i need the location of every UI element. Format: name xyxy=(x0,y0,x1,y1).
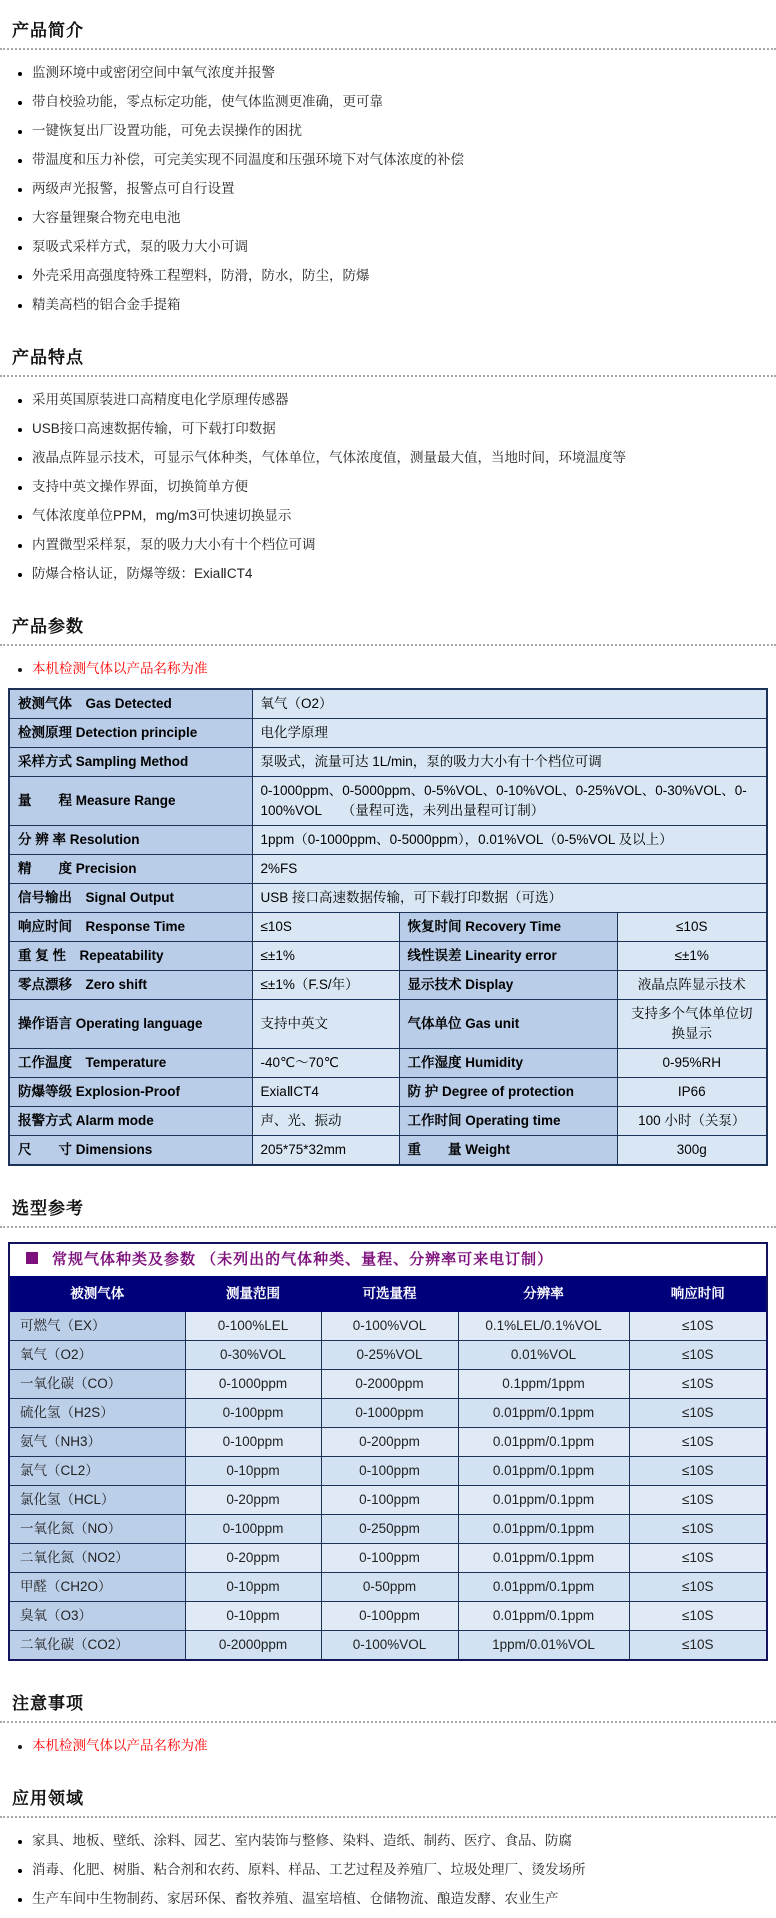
param-label: 响应时间 Response Time xyxy=(9,913,252,942)
cell-value: ≤10S xyxy=(629,1341,767,1370)
cell-value: 0.01ppm/0.1ppm xyxy=(458,1486,629,1515)
cell-value: 0.01ppm/0.1ppm xyxy=(458,1515,629,1544)
cell-value: ≤10S xyxy=(629,1486,767,1515)
table-row xyxy=(9,826,767,855)
table-row xyxy=(9,1399,767,1428)
square-bullet-icon xyxy=(26,1252,38,1264)
param-label: 重 量 Weight xyxy=(399,1136,617,1166)
gas-name: 氨气（NH3） xyxy=(9,1428,185,1457)
param-label: 操作语言 Operating language xyxy=(9,1000,252,1049)
param-label: 恢复时间 Recovery Time xyxy=(399,913,617,942)
cell-value: ≤10S xyxy=(629,1312,767,1341)
param-value: 0-1000ppm、0-5000ppm、0-5%VOL、0-10%VOL、0-25%VOL、0-30%VOL、0-100%VOL （量程可选，未列出量程可订制） xyxy=(252,777,767,826)
cell-value: 0-1000ppm xyxy=(321,1399,458,1428)
param-label: 重 复 性 Repeatability xyxy=(9,942,252,971)
column-header: 响应时间 xyxy=(629,1277,767,1312)
cell-value: 0.01ppm/0.1ppm xyxy=(458,1428,629,1457)
list-item: • 监测环境中或密闭空间中氧气浓度并报警 xyxy=(32,63,776,83)
param-label: 信号输出 Signal Output xyxy=(9,884,252,913)
table-row xyxy=(9,1078,767,1107)
section-title-selection: 选型参考 xyxy=(0,1192,776,1228)
param-label: 工作时间 Operating time xyxy=(399,1107,617,1136)
applications-list xyxy=(0,1831,776,1909)
list-item: • 消毒、化肥、树脂、粘合剂和农药、原料、样品、工艺过程及养殖厂、垃圾处理厂、烫发场所 xyxy=(32,1860,776,1880)
red-note: • 本机检测气体以产品名称为准 xyxy=(32,659,776,679)
param-label: 显示技术 Display xyxy=(399,971,617,1000)
table-row xyxy=(9,748,767,777)
cell-value: 0-100%LEL xyxy=(185,1312,321,1341)
param-label: 防 护 Degree of protection xyxy=(399,1078,617,1107)
table-row xyxy=(9,1341,767,1370)
gas-name: 臭氧（O3） xyxy=(9,1602,185,1631)
param-label: 线性误差 Linearity error xyxy=(399,942,617,971)
cell-value: 0-10ppm xyxy=(185,1457,321,1486)
cell-value: 0.1ppm/1ppm xyxy=(458,1370,629,1399)
cell-value: 0-100ppm xyxy=(321,1544,458,1573)
table-row xyxy=(9,1107,767,1136)
table-row xyxy=(9,1544,767,1573)
param-value: -40℃～70℃ xyxy=(252,1049,399,1078)
features-list xyxy=(0,390,776,584)
param-value: ≤10S xyxy=(617,913,767,942)
cell-value: ≤10S xyxy=(629,1515,767,1544)
param-label: 采样方式 Sampling Method xyxy=(9,748,252,777)
list-item: • 液晶点阵显示技术，可显示气体种类，气体单位，气体浓度值，测量最大值，当地时间，环境温度等 xyxy=(32,448,776,468)
section-title-intro: 产品简介 xyxy=(0,14,776,50)
parameters-table xyxy=(8,688,768,1166)
cell-value: 0-25%VOL xyxy=(321,1341,458,1370)
table-row xyxy=(9,884,767,913)
gas-name: 甲醛（CH2O） xyxy=(9,1573,185,1602)
param-label: 报警方式 Alarm mode xyxy=(9,1107,252,1136)
param-value: 支持多个气体单位切换显示 xyxy=(617,1000,767,1049)
list-item: • 生产车间中生物制药、家居环保、畜牧养殖、温室培植、仓储物流、酿造发酵、农业生产 xyxy=(32,1889,776,1909)
cell-value: 0.1%LEL/0.1%VOL xyxy=(458,1312,629,1341)
table-row xyxy=(9,913,767,942)
section-title-applications: 应用领域 xyxy=(0,1782,776,1818)
selection-band-text: 常规气体种类及参数 （未列出的气体种类、量程、分辨率可来电订制） xyxy=(52,1251,554,1268)
cell-value: 0-250ppm xyxy=(321,1515,458,1544)
gas-name: 硫化氢（H2S） xyxy=(9,1399,185,1428)
selection-band-title xyxy=(9,1243,767,1277)
column-header: 被测气体 xyxy=(9,1277,185,1312)
cell-value: 0-20ppm xyxy=(185,1486,321,1515)
cell-value: 0-100%VOL xyxy=(321,1312,458,1341)
red-note: • 本机检测气体以产品名称为准 xyxy=(32,1736,776,1756)
gas-name: 氯气（CL2） xyxy=(9,1457,185,1486)
cell-value: ≤10S xyxy=(629,1370,767,1399)
cell-value: 0-2000ppm xyxy=(185,1631,321,1661)
cell-value: ≤10S xyxy=(629,1573,767,1602)
cell-value: 0-100ppm xyxy=(185,1428,321,1457)
param-value: 支持中英文 xyxy=(252,1000,399,1049)
cell-value: ≤10S xyxy=(629,1457,767,1486)
table-row xyxy=(9,1277,767,1312)
table-row xyxy=(9,855,767,884)
cell-value: 0-100ppm xyxy=(321,1602,458,1631)
list-item: • 带自校验功能，零点标定功能，使气体监测更准确，更可靠 xyxy=(32,92,776,112)
list-item: • 外壳采用高强度特殊工程塑料，防滑，防水，防尘，防爆 xyxy=(32,266,776,286)
param-value: ExiaⅡCT4 xyxy=(252,1078,399,1107)
table-row xyxy=(9,777,767,826)
list-item: • 一键恢复出厂设置功能，可免去误操作的困扰 xyxy=(32,121,776,141)
param-label: 量 程 Measure Range xyxy=(9,777,252,826)
cell-value: 0.01ppm/0.1ppm xyxy=(458,1457,629,1486)
table-row xyxy=(9,971,767,1000)
list-item: • 精美高档的铝合金手提箱 xyxy=(32,295,776,315)
cell-value: ≤10S xyxy=(629,1544,767,1573)
table-row xyxy=(9,1486,767,1515)
param-value: 100 小时（关泵） xyxy=(617,1107,767,1136)
section-title-notes: 注意事项 xyxy=(0,1687,776,1723)
table-row xyxy=(9,942,767,971)
gas-name: 氯化氢（HCL） xyxy=(9,1486,185,1515)
section-title-features: 产品特点 xyxy=(0,341,776,377)
cell-value: 0.01%VOL xyxy=(458,1341,629,1370)
param-label: 工作温度 Temperature xyxy=(9,1049,252,1078)
list-item: • 内置微型采样泵，泵的吸力大小有十个档位可调 xyxy=(32,535,776,555)
list-item: • 家具、地板、壁纸、涂料、园艺、室内装饰与整修、染料、造纸、制药、医疗、食品、防腐 xyxy=(32,1831,776,1851)
cell-value: 1ppm/0.01%VOL xyxy=(458,1631,629,1661)
cell-value: 0-100ppm xyxy=(185,1399,321,1428)
param-label: 检测原理 Detection principle xyxy=(9,719,252,748)
gas-name: 一氧化碳（CO） xyxy=(9,1370,185,1399)
cell-value: 0.01ppm/0.1ppm xyxy=(458,1573,629,1602)
gas-name: 氧气（O2） xyxy=(9,1341,185,1370)
notes-list xyxy=(0,1736,776,1756)
param-value: ≤±1%（F.S/年） xyxy=(252,971,399,1000)
gas-name: 二氧化氮（NO2） xyxy=(9,1544,185,1573)
param-label: 气体单位 Gas unit xyxy=(399,1000,617,1049)
param-value: 300g xyxy=(617,1136,767,1166)
cell-value: ≤10S xyxy=(629,1428,767,1457)
cell-value: 0-1000ppm xyxy=(185,1370,321,1399)
list-item: • 支持中英文操作界面，切换简单方便 xyxy=(32,477,776,497)
param-value: 氧气（O2） xyxy=(252,689,767,719)
cell-value: 0.01ppm/0.1ppm xyxy=(458,1399,629,1428)
param-value: 0-95%RH xyxy=(617,1049,767,1078)
table-row xyxy=(9,1457,767,1486)
table-row xyxy=(9,1631,767,1661)
param-value: 声、光、振动 xyxy=(252,1107,399,1136)
cell-value: 0-20ppm xyxy=(185,1544,321,1573)
cell-value: 0-100ppm xyxy=(321,1486,458,1515)
intro-list xyxy=(0,63,776,315)
column-header: 分辨率 xyxy=(458,1277,629,1312)
column-header: 可选量程 xyxy=(321,1277,458,1312)
param-value: USB 接口高速数据传输，可下载打印数据（可选） xyxy=(252,884,767,913)
param-label: 零点漂移 Zero shift xyxy=(9,971,252,1000)
param-value: 1ppm（0-1000ppm、0-5000ppm），0.01%VOL（0-5%VOL 及以上） xyxy=(252,826,767,855)
parameters-note-list xyxy=(0,659,776,679)
cell-value: 0-10ppm xyxy=(185,1602,321,1631)
table-row xyxy=(9,1136,767,1166)
cell-value: 0.01ppm/0.1ppm xyxy=(458,1544,629,1573)
param-value: ≤±1% xyxy=(252,942,399,971)
section-title-parameters: 产品参数 xyxy=(0,610,776,646)
table-row xyxy=(9,719,767,748)
cell-value: 0-200ppm xyxy=(321,1428,458,1457)
table-row xyxy=(9,1049,767,1078)
gas-name: 二氧化碳（CO2） xyxy=(9,1631,185,1661)
param-value: 电化学原理 xyxy=(252,719,767,748)
cell-value: ≤10S xyxy=(629,1631,767,1661)
cell-value: 0-50ppm xyxy=(321,1573,458,1602)
cell-value: ≤10S xyxy=(629,1399,767,1428)
table-row xyxy=(9,1515,767,1544)
param-label: 分 辨 率 Resolution xyxy=(9,826,252,855)
list-item: • 防爆合格认证，防爆等级：ExiaⅡCT4 xyxy=(32,564,776,584)
table-row xyxy=(9,1602,767,1631)
cell-value: 0.01ppm/0.1ppm xyxy=(458,1602,629,1631)
param-label: 防爆等级 Explosion-Proof xyxy=(9,1078,252,1107)
table-row xyxy=(9,1312,767,1341)
column-header: 测量范围 xyxy=(185,1277,321,1312)
param-value: 205*75*32mm xyxy=(252,1136,399,1166)
param-value: 液晶点阵显示技术 xyxy=(617,971,767,1000)
list-item: • 带温度和压力补偿，可完美实现不同温度和压强环境下对气体浓度的补偿 xyxy=(32,150,776,170)
table-row xyxy=(9,1370,767,1399)
gas-name: 可燃气（EX） xyxy=(9,1312,185,1341)
param-label: 尺 寸 Dimensions xyxy=(9,1136,252,1166)
table-row xyxy=(9,1000,767,1049)
cell-value: 0-100ppm xyxy=(185,1515,321,1544)
cell-value: 0-30%VOL xyxy=(185,1341,321,1370)
param-label: 工作湿度 Humidity xyxy=(399,1049,617,1078)
cell-value: 0-100ppm xyxy=(321,1457,458,1486)
list-item: • 两级声光报警，报警点可自行设置 xyxy=(32,179,776,199)
cell-value: ≤10S xyxy=(629,1602,767,1631)
list-item: • 采用英国原装进口高精度电化学原理传感器 xyxy=(32,390,776,410)
list-item: • 气体浓度单位PPM，mg/m3可快速切换显示 xyxy=(32,506,776,526)
cell-value: 0-2000ppm xyxy=(321,1370,458,1399)
table-row xyxy=(9,1428,767,1457)
param-value: 泵吸式，流量可达 1L/min，泵的吸力大小有十个档位可调 xyxy=(252,748,767,777)
cell-value: 0-10ppm xyxy=(185,1573,321,1602)
param-value: ≤10S xyxy=(252,913,399,942)
param-value: 2%FS xyxy=(252,855,767,884)
list-item: • 泵吸式采样方式，泵的吸力大小可调 xyxy=(32,237,776,257)
param-value: ≤±1% xyxy=(617,942,767,971)
selection-table xyxy=(8,1242,768,1661)
table-row xyxy=(9,689,767,719)
param-label: 精 度 Precision xyxy=(9,855,252,884)
table-row xyxy=(9,1573,767,1602)
param-label: 被测气体 Gas Detected xyxy=(9,689,252,719)
gas-name: 一氧化氮（NO） xyxy=(9,1515,185,1544)
list-item: • 大容量锂聚合物充电电池 xyxy=(32,208,776,228)
cell-value: 0-100%VOL xyxy=(321,1631,458,1661)
list-item: • USB接口高速数据传输，可下载打印数据 xyxy=(32,419,776,439)
table-row xyxy=(9,1243,767,1277)
param-value: IP66 xyxy=(617,1078,767,1107)
